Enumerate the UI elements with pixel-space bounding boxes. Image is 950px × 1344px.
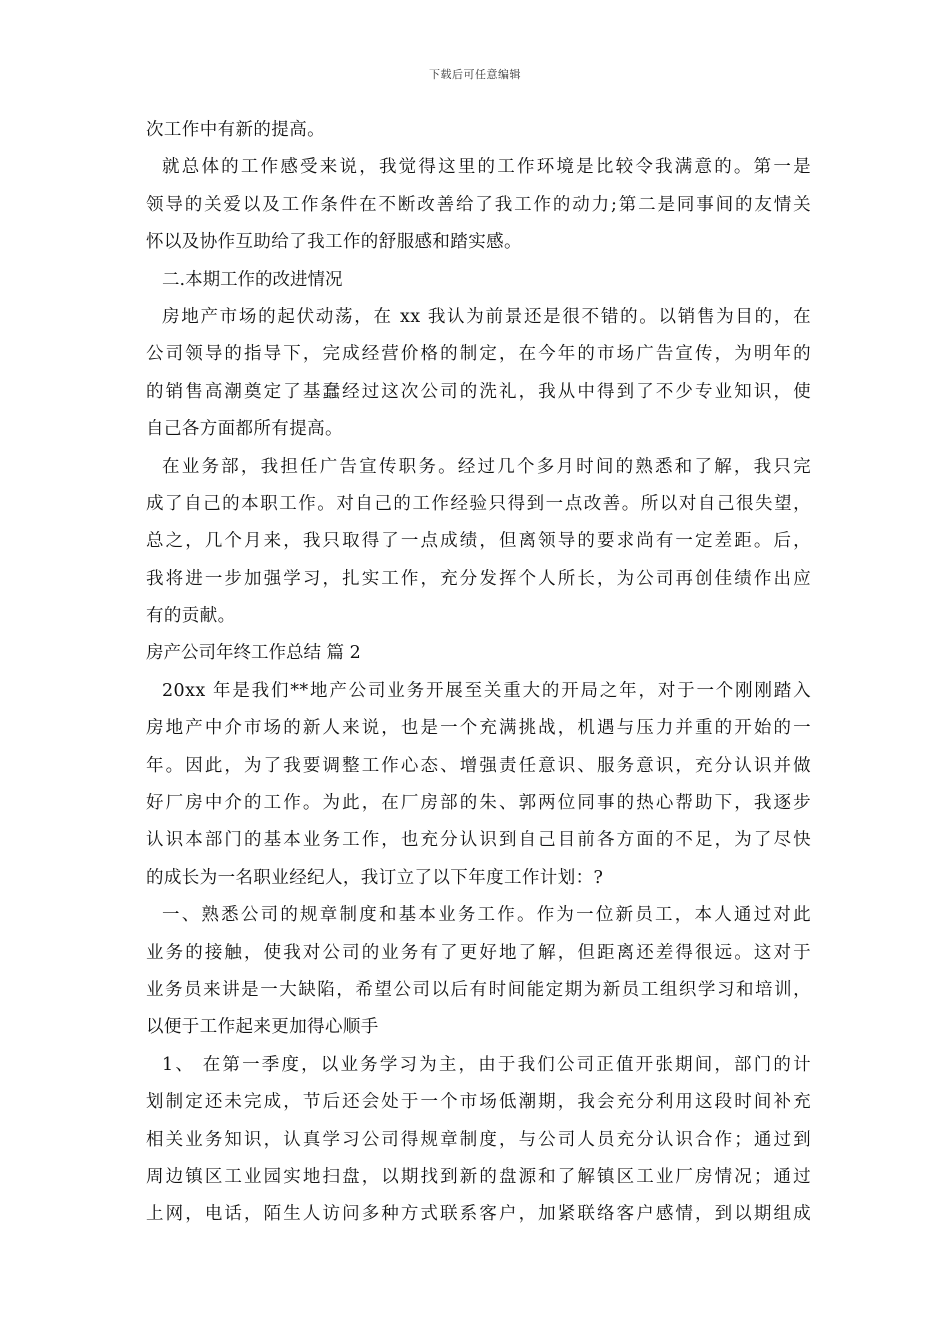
paragraph-line: 成了自己的本职工作。对自己的工作经验只得到一点改善。所以对自己很失望， [146, 493, 811, 514]
paragraph-line: 公司领导的指导下，完成经营价格的制定，在今年的市场广告宣传，为明年的 [146, 344, 811, 365]
paragraph-line: 相关业务知识，认真学习公司得规章制度，与公司人员充分认识合作；通过到 [146, 1129, 811, 1150]
paragraph-line: 认识本部门的基本业务工作，也充分认识到自己目前各方面的不足，为了尽快 [146, 830, 811, 851]
section-heading: 房产公司年终工作总结 篇 2 [146, 643, 361, 664]
paragraph-line: 有的贡献。 [146, 606, 236, 627]
paragraph-line: 业务的接触，使我对公司的业务有了更好地了解，但距离还差得很远。这对于 [146, 942, 811, 963]
paragraph-line: 1、 在第一季度，以业务学习为主，由于我们公司正值开张期间，部门的计 [162, 1054, 811, 1075]
paragraph-line: 划制定还未完成，节后还会处于一个市场低潮期，我会充分利用这段时间补充 [146, 1092, 811, 1113]
paragraph-line: 怀以及协作互助给了我工作的舒服感和踏实感。 [146, 232, 522, 253]
paragraph-line: 的销售高潮奠定了基蠢经过这次公司的洗礼，我从中得到了不少专业知识，使 [146, 381, 811, 402]
subsection-heading: 二.本期工作的改进情况 [162, 269, 343, 290]
paragraph-line: 以便于工作起来更加得心顺手 [146, 1017, 379, 1038]
page-header: 下载后可任意编辑 [429, 68, 521, 81]
paragraph-line: 年。因此，为了我要调整工作心态、增强责任意识、服务意识，充分认识并做 [146, 755, 811, 776]
paragraph-line: 上网，电话，陌生人访问多种方式联系客户，加紧联络客户感情，到以期组成 [146, 1204, 811, 1225]
paragraph-line: 房地产市场的起伏动荡，在 xx 我认为前景还是很不错的。以销售为目的，在 [162, 306, 811, 327]
paragraph-line: 20xx 年是我们**地产公司业务开展至关重大的开局之年，对于一个刚刚踏入 [162, 680, 811, 701]
paragraph-line: 周边镇区工业园实地扫盘，以期找到新的盘源和了解镇区工业厂房情况；通过 [146, 1166, 811, 1187]
paragraph-line: 领导的关爱以及工作条件在不断改善给了我工作的动力;第二是同事间的友情关 [146, 194, 811, 215]
paragraph-line: 总之，几个月来，我只取得了一点成绩，但离领导的要求尚有一定差距。后， [146, 531, 811, 552]
paragraph-line: 一、熟悉公司的规章制度和基本业务工作。作为一位新员工，本人通过对此 [162, 905, 811, 926]
document-body [146, 112, 811, 1234]
paragraph-line: 的成长为一名职业经纪人，我订立了以下年度工作计划：? [146, 867, 604, 888]
paragraph-line: 次工作中有新的提高。 [146, 120, 325, 140]
paragraph-line: 房地产中介市场的新人来说，也是一个充满挑战，机遇与压力并重的开始的一 [146, 718, 811, 739]
paragraph-line: 自己各方面都所有提高。 [146, 419, 343, 440]
paragraph-line: 业务员来讲是一大缺陷，希望公司以后有时间能定期为新员工组织学习和培训， [146, 979, 811, 1000]
paragraph-line: 我将进一步加强学习，扎实工作，充分发挥个人所长，为公司再创佳绩作出应 [146, 568, 811, 589]
paragraph-line: 在业务部，我担任广告宣传职务。经过几个多月时间的熟悉和了解，我只完 [162, 456, 811, 477]
paragraph-line: 好厂房中介的工作。为此，在厂房部的朱、郭两位同事的热心帮助下，我逐步 [146, 793, 811, 814]
paragraph-line: 就总体的工作感受来说，我觉得这里的工作环境是比较令我满意的。第一是 [162, 157, 811, 178]
